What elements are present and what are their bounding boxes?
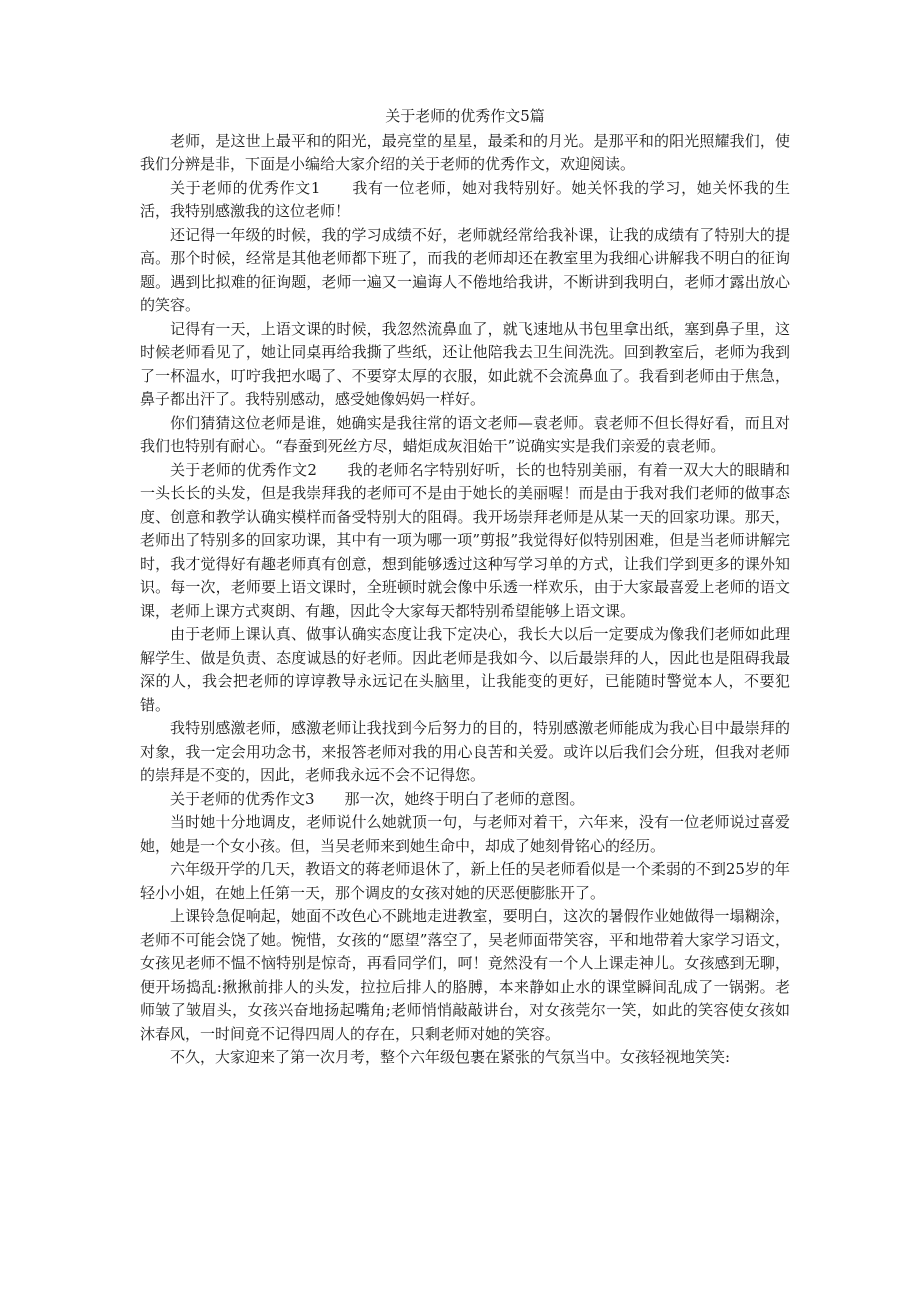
document-title: 关于老师的优秀作文5篇 [385,107,545,125]
paragraph: 不久，大家迎来了第一次月考，整个六年级包裹在紧张的气氛当中。女孩轻视地笑笑: [170,1048,731,1066]
paragraph: 老师，是这世上最平和的阳光，最亮堂的星星，最柔和的月光。是那平和的阳光照耀我们，使我们分辨是非，下面是小编给大家介绍的关于老师的优秀作文，欢迎阅读。 [140,131,790,173]
paragraph: 由于老师上课认真、做事认确实态度让我下定决心，我长大以后一定要成为像我们老师如此理解学生、做是负责、态度诚恳的好老师。因此老师是我如今、以后最崇拜的人，因此也是阻碍我最深的人，我会把老师的谆谆教导永远记在头脑里，让我能变的更好，已能随时警觉本人，不要犯错。 [140,625,790,714]
paragraph: 你们猜猜这位老师是谁，她确实是我往常的语文老师—袁老师。袁老师不但长得好看，而且对我们也特别有耐心。“春蚕到死丝方尽，蜡炬成灰泪始干”说确实实是我们亲爱的袁老师。 [140,413,790,455]
document-page [140,105,790,1070]
paragraph: 六年级开学的几天，教语文的蒋老师退休了，新上任的吴老师看似是一个柔弱的不到25岁的年轻小小姐，在她上任第一天，那个调皮的女孩对她的厌恶便膨胀开了。 [140,860,790,902]
paragraph: 还记得一年级的时候，我的学习成绩不好，老师就经常给我补课，让我的成绩有了特别大的提高。那个时候，经常是其他老师都下班了，而我的老师却还在教室里为我细心讲解我不明白的征询题。遇到比拟难的征询题，老师一遍又一遍诲人不倦地给我讲，不断讲到我明白，老师才露出放心的笑容。 [140,225,790,314]
paragraph: 关于老师的优秀作文2 我的老师名字特别好听，长的也特别美丽，有着一双大大的眼睛和一头长长的头发，但是我崇拜我的老师可不是由于她长的美丽喔！而是由于我对我们老师的做事态度、创意和教学认确实模样而备受特别大的阻碍。我开场崇拜老师是从某一天的回家功课。那天，老师出了特别多的回家功课，其中有一项为哪一项”剪报”我觉得好似特别困难，但是当老师讲解完时，我才觉得好有趣老师真有创意，想到能够透过这种写学习单的方式，让我们学到更多的课外知识。每一次，老师要上语文课时，全班顿时就会像中乐透一样欢乐，由于大家最喜爱上老师的语文课，老师上课方式爽朗、有趣，因此令大家每天都特别希望能够上语文课。 [140,460,790,620]
paragraph: 关于老师的优秀作文3 那一次，她终于明白了老师的意图。 [170,789,585,808]
paragraph: 我特别感激老师，感激老师让我找到今后努力的目的，特别感激老师能成为我心目中最崇拜的对象，我一定会用功念书，来报答老师对我的用心良苦和关爱。或许以后我们会分班，但我对老师的崇拜是不变的，因此，老师我永远不会不记得您。 [140,719,790,784]
paragraph: 当时她十分地调皮，老师说什么她就顶一句，与老师对着干，六年来，没有一位老师说过喜爱她，她是一个女小孩。但，当吴老师来到她生命中，却成了她刻骨铭心的经历。 [140,813,790,855]
paragraph: 上课铃急促响起，她面不改色心不跳地走进教室，要明白，这次的暑假作业她做得一塌糊涂，老师不可能会饶了她。惋惜，女孩的“愿望”落空了，吴老师面带笑容，平和地带着大家学习语文，女孩见老师不愠不恼特别是惊奇，再看同学们，呵！竟然没有一个人上课走神儿。女孩感到无聊，便开场捣乱:揪揪前排人的头发，拉拉后排人的胳膊，本来静如止水的课堂瞬间乱成了一锅粥。老师皱了皱眉头，女孩兴奋地扬起嘴角;老师悄悄敲敲讲台，对女孩莞尔一笑，如此的笑容使女孩如沐春风，一时间竟不记得四周人的存在，只剩老师对她的笑容。 [140,907,790,1043]
paragraph: 关于老师的优秀作文1 我有一位老师，她对我特别好。她关怀我的学习，她关怀我的生活，我特别感激我的这位老师！ [140,178,790,220]
paragraph: 记得有一天，上语文课的时候，我忽然流鼻血了，就飞速地从书包里拿出纸，塞到鼻子里，这时候老师看见了，她让同桌再给我撕了些纸，还让他陪我去卫生间洗洗。回到教室后，老师为我到了一杯温水，叮咛我把水喝了、不要穿太厚的衣服，如此就不会流鼻血了。我看到老师由于焦急，鼻子都出汗了。我特别感动，感受她像妈妈一样好。 [140,319,790,408]
